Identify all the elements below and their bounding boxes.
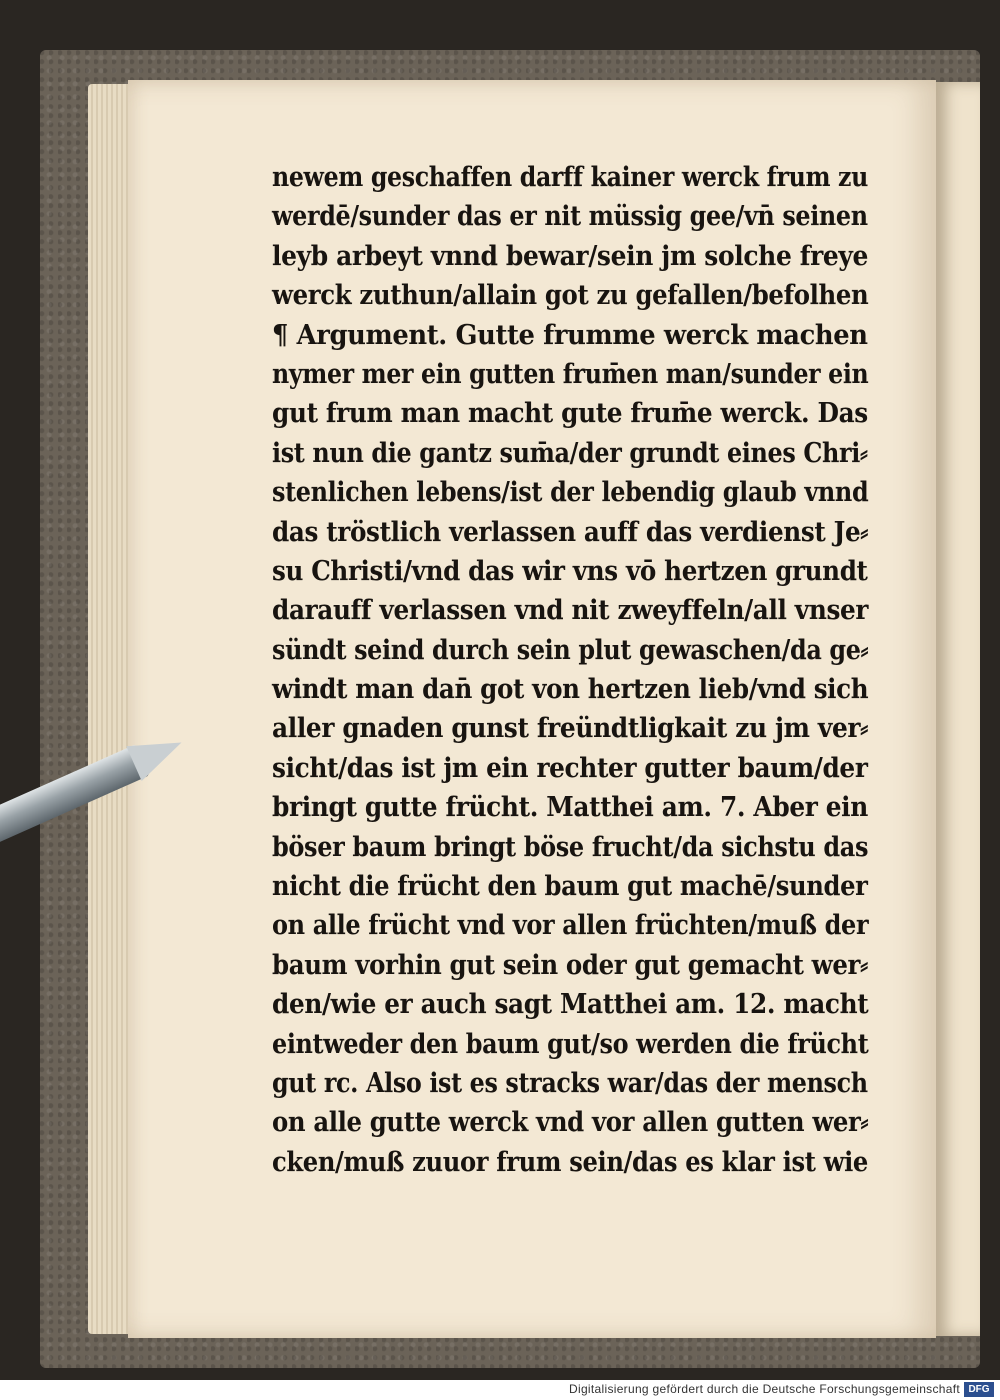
text-line: sündt seind durch sein plut gewaschen/da ge⸗ bbox=[272, 634, 869, 666]
text-line: on alle frücht vnd vor allen früchten/muß der bbox=[272, 910, 869, 942]
text-line: sicht/das ist jm ein rechter gutter baum/der bbox=[272, 752, 868, 784]
text-line: das tröstlich verlassen auff das verdienst Je⸗ bbox=[272, 516, 869, 548]
text-line: baum vorhin gut sein oder gut gemacht wer⸗ bbox=[272, 949, 868, 981]
text-line: bringt gutte frücht. Matthei am. 7. Aber ein bbox=[272, 792, 868, 824]
text-line: newem geschaffen darff kainer werck frum zu bbox=[272, 162, 868, 193]
footer-bar bbox=[0, 1380, 1000, 1400]
text-line: darauff verlassen vnd nit zweyffeln/all vnser bbox=[272, 595, 869, 627]
text-line: gut frum man macht gute frum̄e werck. Das bbox=[272, 398, 868, 430]
text-line: aller gnaden gunst freündtligkait zu jm ver⸗ bbox=[272, 713, 869, 745]
text-line: nymer mer ein gutten frum̄en man/sunder ein bbox=[272, 358, 869, 390]
text-line: werdē/sunder das er nit müssig gee/vn̄ seinen bbox=[272, 201, 868, 233]
footer-credit: Digitalisierung gefördert durch die Deutsche Forschungsgemeinschaft bbox=[569, 1382, 960, 1396]
text-line: cken/muß zuuor frum sein/das es klar ist wie bbox=[272, 1146, 868, 1178]
text-line: gut rc. Also ist es stracks war/das der mensch bbox=[272, 1067, 868, 1099]
text-line: den/wie er auch sagt Matthei am. 12. macht bbox=[272, 989, 869, 1021]
text-line: su Christi/vnd das wir vns vō hertzen grundt bbox=[272, 555, 868, 587]
text-line: böser baum bringt böse frucht/da sichstu das bbox=[272, 831, 869, 863]
page-text bbox=[272, 158, 872, 1182]
dfg-logo: DFG bbox=[964, 1382, 994, 1397]
text-line: on alle gutte werck vnd vor allen gutten wer⸗ bbox=[272, 1107, 869, 1139]
text-line: stenlichen lebens/ist der lebendig glaub vnnd bbox=[272, 477, 869, 509]
text-line: nicht die frücht den baum gut machē/sunder bbox=[272, 871, 868, 903]
text-line: windt man dan̄ got von hertzen lieb/vnd sich bbox=[272, 674, 869, 706]
text-line: werck zuthun/allain got zu gefallen/befolhen bbox=[272, 280, 869, 312]
text-line: leyb arbeyt vnnd bewar/sein jm solche freye bbox=[272, 240, 869, 272]
text-line: eintweder den baum gut/so werden die frücht bbox=[272, 1028, 869, 1060]
text-line: ¶ Argument. Gutte frumme werck machen bbox=[272, 319, 868, 351]
text-line: ist nun die gantz sum̄a/der grundt eines Chri⸗ bbox=[272, 437, 868, 469]
facing-page-edge bbox=[936, 82, 980, 1336]
